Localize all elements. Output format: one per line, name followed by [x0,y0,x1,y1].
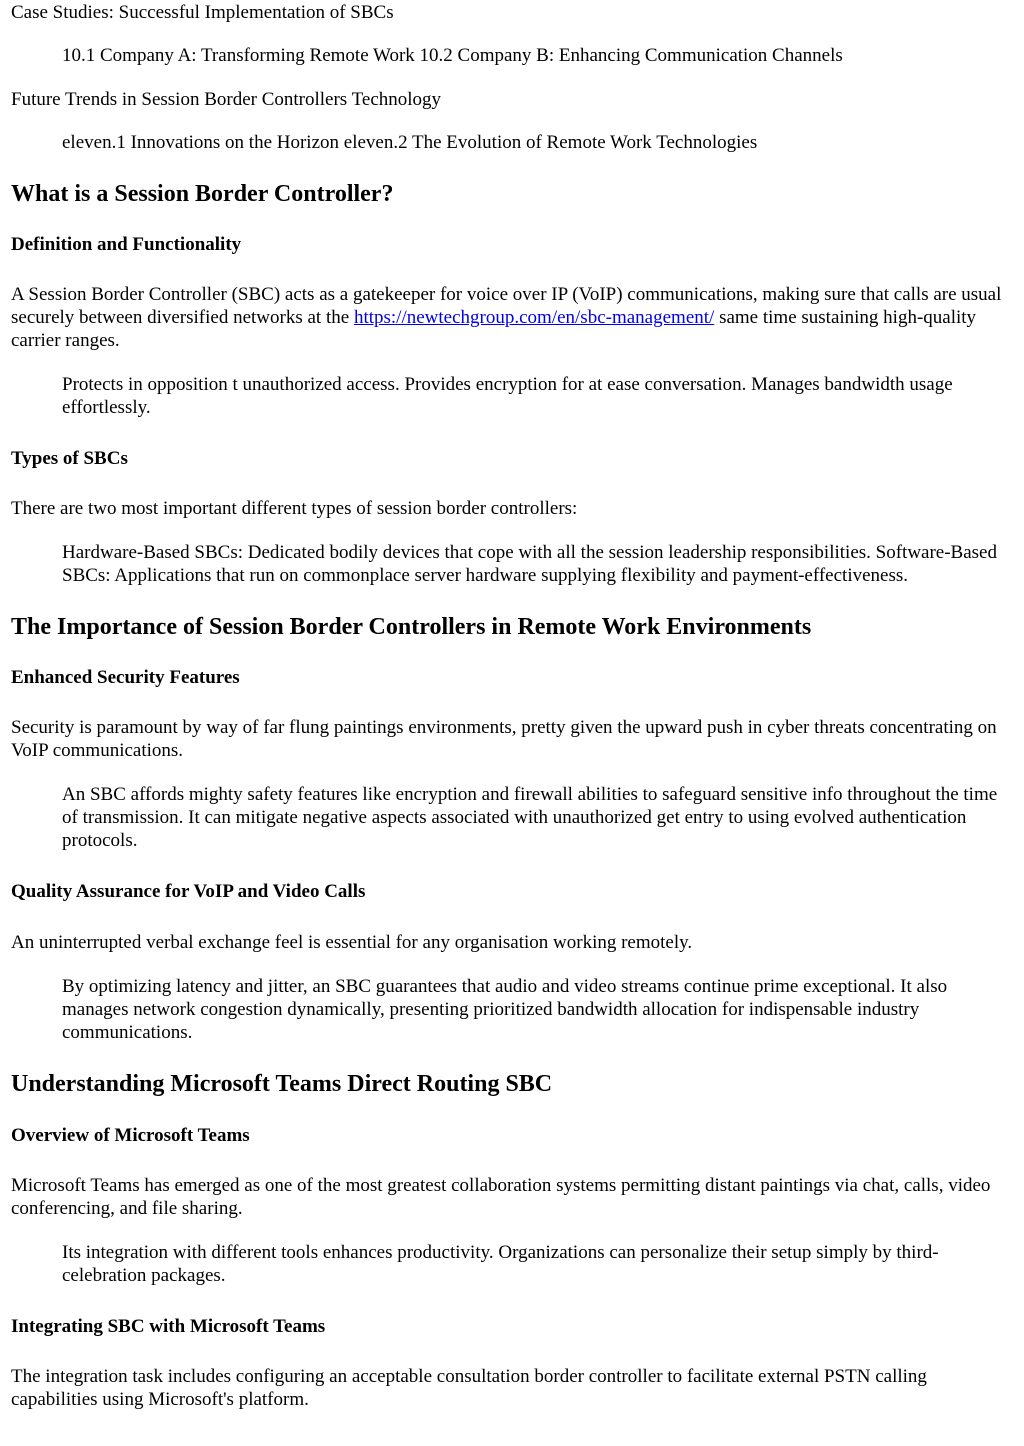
paragraph-definition-indent: Protects in opposition t unauthorized access. Provides encryption for at ease conversation. Manages bandwidth usage effortlessly. [62,374,953,418]
heading-quality: Quality Assurance for VoIP and Video Calls [11,881,366,902]
heading-types-of-sbcs: Types of SBCs [11,448,128,469]
heading-security: Enhanced Security Features [11,667,240,688]
paragraph-teams-overview-indent: Its integration with different tools enhances productivity. Organizations can personalize their setup simply by third-celebration packages. [62,1242,939,1286]
paragraph-quality-indent: By optimizing latency and jitter, an SBC guarantees that audio and video streams continue prime exceptional. It also manages network congestion dynamically, presenting prioritized bandwidth allocation for indispensable industry communications. [62,976,948,1043]
paragraph-definition-text-1: A Session Border Controller (SBC) acts as a gatekeeper for voice over IP (VoIP) communications, making sure that calls are usual securely between diversified networks at the [11,284,1002,328]
paragraph-teams-overview: Microsoft Teams has emerged as one of the most greatest collaboration systems permitting distant paintings via chat, calls, video conferencing, and file sharing. [11,1175,991,1219]
paragraph-integrating: The integration task includes configuring an acceptable consultation border controller to facilitate external PSTN calling capabilities using Microsoft's platform. [11,1366,927,1410]
paragraph-types: There are two most important different types of session border controllers: [11,498,578,519]
heading-importance: The Importance of Session Border Controllers in Remote Work Environments [11,614,812,640]
paragraph-security: Security is paramount by way of far flung paintings environments, pretty given the upward push in cyber threats concentrating on VoIP communications. [11,717,997,761]
paragraph-definition-text-2: same time sustaining high-quality carrier ranges. [11,307,977,351]
paragraph-security-indent: An SBC affords mighty safety features like encryption and firewall abilities to safeguard sensitive info throughout the time of transmission. It can mitigate negative aspects associated with unauthorized get entry to using evolved authentication protocols. [62,784,998,851]
toc-case-studies-sub: 10.1 Company A: Transforming Remote Work 10.2 Company B: Enhancing Communication Channels [62,45,843,66]
toc-future-trends: Future Trends in Session Border Controllers Technology [11,89,442,110]
heading-teams: Understanding Microsoft Teams Direct Routing SBC [11,1071,553,1097]
heading-integrating: Integrating SBC with Microsoft Teams [11,1316,326,1337]
heading-definition: Definition and Functionality [11,234,242,255]
paragraph-definition [11,283,1014,352]
heading-teams-overview: Overview of Microsoft Teams [11,1125,250,1146]
paragraph-types-indent: Hardware-Based SBCs: Dedicated bodily devices that cope with all the session leadership responsibilities. Software-Based SBCs: Applications that run on commonplace server hardware supplying flexibility and payment-effectiveness. [62,542,997,586]
sbc-management-link[interactable]: https://newtechgroup.com/en/sbc-management/ [353,307,715,328]
toc-case-studies: Case Studies: Successful Implementation of SBCs [11,2,394,23]
heading-what-is-sbc: What is a Session Border Controller? [11,181,394,207]
toc-future-trends-sub: eleven.1 Innovations on the Horizon eleven.2 The Evolution of Remote Work Technologies [62,132,758,153]
paragraph-quality: An uninterrupted verbal exchange feel is essential for any organisation working remotely. [11,932,693,953]
